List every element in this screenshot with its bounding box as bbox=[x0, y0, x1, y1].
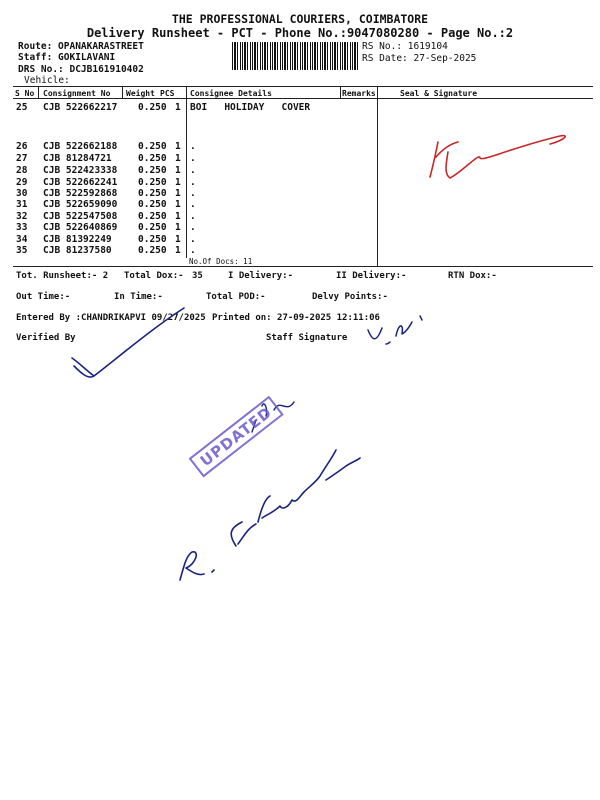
row-sno: 35 bbox=[16, 245, 28, 256]
row-weight: 0.250 bbox=[138, 177, 167, 188]
ii-delivery: II Delivery:- bbox=[336, 271, 407, 281]
table-top-border bbox=[13, 86, 593, 87]
col-header-pcs: PCS bbox=[160, 89, 175, 98]
row-consignment: CJB 522662188 bbox=[43, 141, 118, 152]
rs-number: RS No.: 1619104 bbox=[362, 41, 448, 52]
col-header-seal: Seal & Signature bbox=[400, 89, 478, 98]
row-pcs: 1 bbox=[175, 141, 181, 152]
printed-on: Printed on: 27-09-2025 12:11:06 bbox=[212, 313, 380, 323]
col-divider bbox=[186, 86, 187, 258]
row-pcs: 1 bbox=[175, 245, 181, 256]
row-pcs: 1 bbox=[175, 211, 181, 222]
vehicle-label: Vehicle: bbox=[24, 75, 70, 86]
col-divider bbox=[38, 86, 39, 98]
row-pcs: 1 bbox=[175, 153, 181, 164]
row-sno: 33 bbox=[16, 222, 28, 233]
table-bottom-border bbox=[13, 266, 593, 267]
col-header-remarks: Remarks bbox=[342, 89, 376, 98]
row-details: . bbox=[190, 165, 196, 176]
row-consignment: CJB 522662241 bbox=[43, 177, 118, 188]
row-weight: 0.250 bbox=[138, 199, 167, 210]
row-details: BOI HOLIDAY COVER bbox=[190, 102, 311, 113]
row-sno: 30 bbox=[16, 188, 28, 199]
staff-initial-signature bbox=[362, 310, 442, 350]
row-sno: 31 bbox=[16, 199, 28, 210]
row-details: . bbox=[190, 153, 196, 164]
verified-by: Verified By bbox=[16, 333, 76, 343]
doc-count: No.Of Docs: 11 bbox=[189, 257, 253, 266]
row-sno: 29 bbox=[16, 177, 28, 188]
col-divider bbox=[122, 86, 123, 98]
company-name: THE PROFESSIONAL COURIERS, COIMBATORE bbox=[171, 12, 429, 26]
entered-by: Entered By :CHANDRIKAPVI 09/27/2025 bbox=[16, 313, 206, 323]
verified-tick-signature bbox=[60, 300, 200, 390]
total-pod: Total POD:- bbox=[206, 292, 266, 302]
col-header-consignment: Consignment No bbox=[43, 89, 111, 98]
row-sno: 28 bbox=[16, 165, 28, 176]
row-consignment: CJB 522423338 bbox=[43, 165, 118, 176]
row-consignment: CJB 522547508 bbox=[43, 211, 118, 222]
row-sno: 34 bbox=[16, 234, 28, 245]
total-dox-label: Total Dox:- bbox=[124, 271, 184, 281]
col-divider bbox=[340, 86, 341, 98]
total-dox-value: 35 bbox=[192, 271, 203, 281]
row-sno: 25 bbox=[16, 102, 28, 113]
row-weight: 0.250 bbox=[138, 188, 167, 199]
updated-stamp: UPDATED bbox=[189, 396, 284, 478]
row-consignment: CJB 81284721 bbox=[43, 153, 112, 164]
row-details: . bbox=[190, 199, 196, 210]
tot-runsheet: Tot. Runsheet:- 2 bbox=[16, 271, 109, 281]
route-label: Route: OPANAKARASTREET bbox=[18, 41, 144, 52]
chandrika-handwritten-signature bbox=[170, 436, 380, 596]
row-consignment: CJB 522662217 bbox=[43, 102, 118, 113]
barcode bbox=[232, 42, 358, 70]
runsheet-title: Delivery Runsheet - PCT - Phone No.:9047080280 - Page No.:2 bbox=[86, 26, 514, 40]
row-consignment: CJB 522659090 bbox=[43, 199, 118, 210]
row-pcs: 1 bbox=[175, 188, 181, 199]
row-weight: 0.250 bbox=[138, 245, 167, 256]
in-time: In Time:- bbox=[114, 292, 163, 302]
row-sno: 32 bbox=[16, 211, 28, 222]
row-consignment: CJB 81237580 bbox=[43, 245, 112, 256]
row-consignment: CJB 522640869 bbox=[43, 222, 118, 233]
table-header-border bbox=[13, 98, 593, 99]
row-weight: 0.250 bbox=[138, 234, 167, 245]
out-time: Out Time:- bbox=[16, 292, 71, 302]
staff-signature-label: Staff Signature bbox=[266, 333, 348, 343]
row-consignment: CJB 522592868 bbox=[43, 188, 118, 199]
col-divider bbox=[377, 86, 378, 266]
row-weight: 0.250 bbox=[138, 153, 167, 164]
red-signature bbox=[410, 122, 590, 192]
row-pcs: 1 bbox=[175, 102, 181, 113]
row-pcs: 1 bbox=[175, 234, 181, 245]
col-header-weight: Weight bbox=[126, 89, 155, 98]
staff-label: Staff: GOKILAVANI bbox=[18, 52, 116, 63]
col-header-consignee: Consignee Details bbox=[190, 89, 272, 98]
row-details: . bbox=[190, 234, 196, 245]
row-weight: 0.250 bbox=[138, 222, 167, 233]
row-weight: 0.250 bbox=[138, 165, 167, 176]
row-details: . bbox=[190, 211, 196, 222]
row-sno: 26 bbox=[16, 141, 28, 152]
row-details: . bbox=[190, 222, 196, 233]
row-details: . bbox=[190, 141, 196, 152]
row-pcs: 1 bbox=[175, 222, 181, 233]
row-consignment: CJB 81392249 bbox=[43, 234, 112, 245]
row-sno: 27 bbox=[16, 153, 28, 164]
row-pcs: 1 bbox=[175, 165, 181, 176]
row-weight: 0.250 bbox=[138, 141, 167, 152]
row-pcs: 1 bbox=[175, 199, 181, 210]
rtn-dox: RTN Dox:- bbox=[448, 271, 497, 281]
delvy-points: Delvy Points:- bbox=[312, 292, 388, 302]
col-header-sno: S No bbox=[15, 89, 35, 98]
rs-date: RS Date: 27-Sep-2025 bbox=[362, 53, 477, 64]
row-details: . bbox=[190, 177, 196, 188]
row-pcs: 1 bbox=[175, 177, 181, 188]
row-weight: 0.250 bbox=[138, 211, 167, 222]
row-details: . bbox=[190, 188, 196, 199]
drs-number: DRS No.: DCJB161910402 bbox=[18, 64, 144, 75]
row-details: . bbox=[190, 245, 196, 256]
row-weight: 0.250 bbox=[138, 102, 167, 113]
i-delivery: I Delivery:- bbox=[228, 271, 294, 281]
